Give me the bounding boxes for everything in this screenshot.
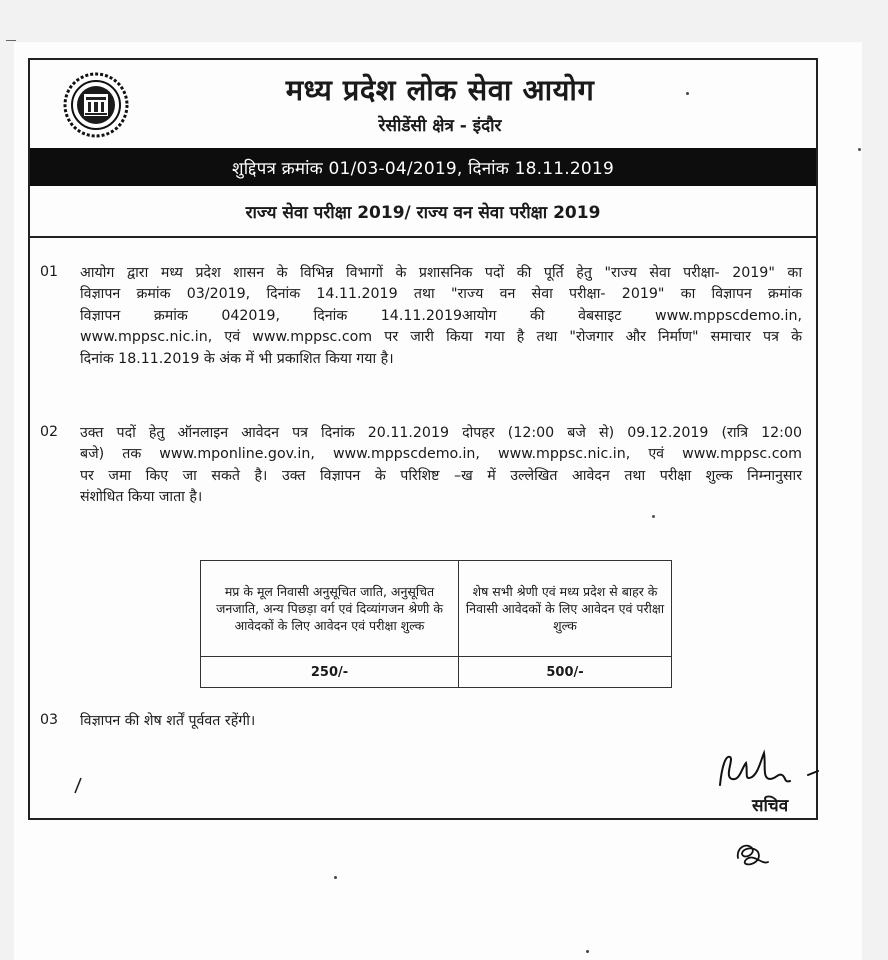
point-01-text <box>80 263 802 370</box>
text-line: पर जमा किए जा सकते है। उक्त विज्ञापन के परिशिष्ट –ख में उल्लेखित आवेदन तथा परीक्षा शुल्क निम्नानुसार <box>80 467 802 484</box>
text-line: आयोग द्वारा मध्य प्रदेश शासन के विभिन्न विभागों के प्रशासनिक पदों की पूर्ति हेतु "राज्य सेवा परीक्षा- 2019" का <box>80 265 802 281</box>
fee-value-reserved: 250/- <box>201 657 459 687</box>
fee-header-reserved: मप्र के मूल निवासी अनुसूचित जाति, अनुसूचित जनजाति, अन्य पिछड़ा वर्ग एवं दिव्यांगजन श्रेणी के आवेदकों के लिए आवेदन एवं परीक्षा शुल्क <box>201 561 459 657</box>
organization-address: रेसीडेंसी क्षेत्र - इंदौर <box>378 116 502 136</box>
scan-dot <box>586 950 589 953</box>
point-03-text <box>80 711 802 732</box>
point-number: 02 <box>40 424 59 440</box>
text-line: संशोधित किया जाता है। <box>80 489 203 506</box>
scan-dot <box>858 148 861 151</box>
point-02-text <box>80 423 802 509</box>
text-line: उक्त पदों हेतु ऑनलाइन आवेदन पत्र दिनांक 20.11.2019 दोपहर (12:00 बजे से) 09.12.2019 (रात्रि 12:00 <box>80 425 802 441</box>
mppsc-seal-logo <box>63 72 129 138</box>
organization-name: मध्य प्रदेश लोक सेवा आयोग <box>285 73 595 107</box>
fee-table <box>200 560 672 688</box>
scan-dot <box>334 876 337 879</box>
text-line: विज्ञापन क्रमांक 03/2019, दिनांक 14.11.2019 तथा "राज्य वन सेवा परीक्षा- 2019" का विज्ञापन क्रमांक <box>80 286 802 303</box>
text-line: www.mppsc.nic.in, एवं www.mppsc.com पर जारी किया गया है तथा "रोजगार और निर्माण" समाचार पत्र के <box>80 329 802 346</box>
pen-stroke <box>72 776 84 796</box>
fee-header-general: शेष सभी श्रेणी एवं मध्य प्रदेश से बाहर के निवासी आवेदकों के लिए आवेदन एवं परीक्षा शुल्क <box>459 561 671 657</box>
text-line: विज्ञापन क्रमांक 042019, दिनांक 14.11.2019आयोग की वेबसाइट www.mppscdemo.in, <box>80 307 802 324</box>
signature <box>712 745 822 793</box>
fee-value-general: 500/- <box>546 664 584 680</box>
text-line: विज्ञापन की शेष शर्तें पूर्ववत रहेंगी। <box>80 713 256 729</box>
corrigendum-number: शुद्दिपत्र क्रमांक 01/03-04/2019, दिनांक 18.11.2019 <box>232 158 614 179</box>
text-line: बजे) तक www.mponline.gov.in, www.mppscdemo.in, www.mppsc.nic.in, एवं www.mppsc.com <box>80 446 802 463</box>
scan-mark <box>6 40 16 41</box>
initials-mark <box>732 838 772 872</box>
corrigendum-banner <box>30 148 816 186</box>
point-number: 03 <box>40 712 59 728</box>
text-line: दिनांक 18.11.2019 के अंक में भी प्रकाशित किया गया है। <box>80 350 394 367</box>
exam-title-row <box>30 186 816 238</box>
exam-title: राज्य सेवा परीक्षा 2019/ राज्य वन सेवा परीक्षा 2019 <box>245 202 601 223</box>
signatory-title: सचिव <box>752 796 789 816</box>
point-number: 01 <box>40 264 59 280</box>
